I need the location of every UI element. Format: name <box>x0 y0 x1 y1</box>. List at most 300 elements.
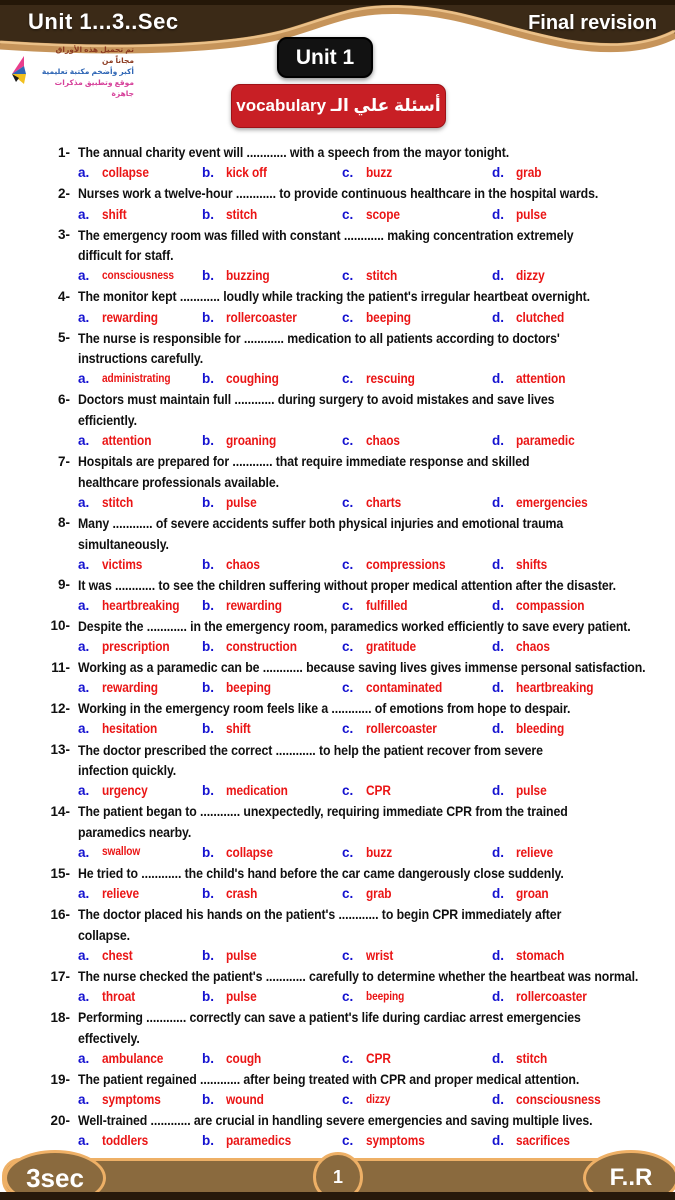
option-c <box>342 165 492 180</box>
option-a <box>78 1092 202 1107</box>
option-a <box>78 680 202 695</box>
option-letter: b. <box>202 309 214 325</box>
option-text: rollercoaster <box>516 989 587 1005</box>
option-letter: c. <box>342 721 354 737</box>
footer-left-label: 3sec <box>26 1162 84 1193</box>
option-letter: d. <box>492 639 504 655</box>
question-stem: effectively. <box>78 1029 140 1046</box>
option-text: groaning <box>226 433 277 449</box>
option-text: consciousness <box>516 1092 601 1108</box>
question-row <box>30 1007 669 1028</box>
option-letter: d. <box>492 947 504 963</box>
question-number: 16- <box>50 906 70 922</box>
option-a <box>78 557 202 572</box>
option-text: collapse <box>226 844 273 860</box>
option-letter: a. <box>78 597 90 613</box>
option-text: shift <box>226 721 251 737</box>
question-number: 3- <box>57 227 70 243</box>
question-stem: efficiently. <box>78 412 137 429</box>
option-letter: c. <box>342 371 354 387</box>
option-text: wrist <box>366 947 394 963</box>
option-letter: a. <box>78 947 90 963</box>
option-letter: c. <box>342 556 354 572</box>
option-letter: d. <box>492 1092 504 1108</box>
question-stem: Doctors must maintain full ............ during surgery to avoid mistakes and save lives <box>78 391 555 408</box>
option-a <box>78 639 202 654</box>
option-a <box>78 989 202 1004</box>
option-a <box>78 207 202 222</box>
option-a <box>78 886 202 901</box>
question-number: 18- <box>50 1009 70 1025</box>
option-b <box>202 598 342 613</box>
option-text: shifts <box>516 556 548 572</box>
question-row <box>30 616 669 637</box>
option-text: CPR <box>366 783 391 799</box>
option-text: clutched <box>516 309 565 325</box>
option-a <box>78 721 202 736</box>
option-letter: d. <box>492 556 504 572</box>
option-text: toddlers <box>102 1133 149 1149</box>
question-stem: The nurse checked the patient's ............ carefully to determine whether the heartbeat was normal. <box>78 968 639 985</box>
option-letter: b. <box>202 721 214 737</box>
question-stem: simultaneously. <box>78 535 169 552</box>
question-number: 17- <box>50 968 70 984</box>
option-text: pulse <box>516 206 547 222</box>
option-text: sacrifices <box>516 1133 570 1149</box>
question-row <box>30 574 669 595</box>
option-letter: c. <box>342 206 354 222</box>
option-b <box>202 165 342 180</box>
options-row <box>78 719 669 740</box>
option-a <box>78 948 202 963</box>
option-text: rewarding <box>226 597 282 613</box>
option-c <box>342 495 492 510</box>
option-letter: b. <box>202 1050 214 1066</box>
option-text: buzz <box>366 165 393 181</box>
option-text: pulse <box>226 947 257 963</box>
option-text: chaos <box>516 639 550 655</box>
option-letter: b. <box>202 494 214 510</box>
option-letter: c. <box>342 1133 354 1149</box>
logo-line-2: أكبر وأضخم مكتبة تعليمية <box>41 66 134 76</box>
option-letter: b. <box>202 844 214 860</box>
question-stem: Working as a paramedic can be ............ because saving lives gives immense personal satisfaction. <box>78 659 646 676</box>
option-text: attention <box>516 371 566 387</box>
option-letter: d. <box>492 989 504 1005</box>
question-row <box>30 966 669 987</box>
options-row <box>78 883 669 904</box>
option-letter: c. <box>342 947 354 963</box>
option-text: grab <box>366 886 392 902</box>
question-row <box>30 142 669 163</box>
option-letter: b. <box>202 597 214 613</box>
question-stem-continuation <box>30 760 669 781</box>
option-letter: b. <box>202 989 214 1005</box>
option-c <box>342 207 492 222</box>
option-letter: d. <box>492 597 504 613</box>
option-d <box>492 557 669 572</box>
publisher-logo <box>10 44 134 98</box>
question-stem: Well-trained ............ are crucial in handling severe emergencies and saving multiple lives. <box>78 1112 593 1129</box>
option-letter: c. <box>342 268 354 284</box>
options-row <box>78 369 669 390</box>
option-a <box>78 495 202 510</box>
option-c <box>342 948 492 963</box>
option-letter: d. <box>492 721 504 737</box>
option-letter: d. <box>492 844 504 860</box>
question-row <box>30 657 669 678</box>
option-text: stomach <box>516 947 565 963</box>
question-row <box>30 389 669 410</box>
option-d <box>492 783 669 798</box>
option-d <box>492 310 669 325</box>
option-text: chaos <box>366 433 400 449</box>
question-row <box>30 904 669 925</box>
option-a <box>78 845 202 860</box>
option-letter: c. <box>342 494 354 510</box>
option-letter: d. <box>492 886 504 902</box>
question-row <box>30 513 669 534</box>
option-b <box>202 721 342 736</box>
option-b <box>202 207 342 222</box>
option-text: beeping <box>366 990 405 1003</box>
header-left-title: Unit 1...3..Sec <box>28 9 179 34</box>
option-text: grab <box>516 165 542 181</box>
option-letter: a. <box>78 783 90 799</box>
option-text: stitch <box>226 206 258 222</box>
question-stem: The nurse is responsible for ............ medication to all patients according to doctors' <box>78 329 560 346</box>
option-b <box>202 1092 342 1107</box>
footer-right-label: F..R <box>609 1164 653 1191</box>
option-text: wound <box>226 1092 264 1108</box>
option-c <box>342 783 492 798</box>
question-number: 6- <box>57 391 70 407</box>
question-stem: difficult for staff. <box>78 247 174 264</box>
option-d <box>492 721 669 736</box>
option-letter: b. <box>202 1133 214 1149</box>
option-letter: c. <box>342 886 354 902</box>
question-row <box>30 801 669 822</box>
option-text: kick off <box>226 165 267 181</box>
option-text: rollercoaster <box>226 309 297 325</box>
option-letter: a. <box>78 721 90 737</box>
option-d <box>492 1133 669 1148</box>
question-number: 1- <box>57 144 70 160</box>
option-c <box>342 721 492 736</box>
question-number: 11- <box>51 659 70 675</box>
options-row <box>78 430 669 451</box>
question-stem-continuation <box>30 925 669 946</box>
options-row <box>78 204 669 225</box>
option-text: emergencies <box>516 494 588 510</box>
option-text: urgency <box>102 783 148 799</box>
option-text: throat <box>102 989 136 1005</box>
option-letter: a. <box>78 371 90 387</box>
option-b <box>202 495 342 510</box>
option-text: pulse <box>226 989 257 1005</box>
option-letter: a. <box>78 989 90 1005</box>
option-a <box>78 1051 202 1066</box>
option-letter: a. <box>78 309 90 325</box>
question-row <box>30 698 669 719</box>
option-text: chaos <box>226 556 260 572</box>
page-number-label: 1 <box>332 1166 343 1187</box>
option-letter: c. <box>342 680 354 696</box>
option-text: victims <box>102 556 143 572</box>
logo-line-1: تم تحميل هذه الأوراق مجاناً من <box>55 44 134 65</box>
question-row <box>30 451 669 472</box>
option-text: medication <box>226 783 288 799</box>
question-stem: Working in the emergency room feels like a ............ of emotions from hope to despair. <box>78 700 571 717</box>
option-letter: c. <box>342 165 354 181</box>
options-row <box>78 1131 669 1152</box>
options-row <box>78 1048 669 1069</box>
option-text: crash <box>226 886 258 902</box>
option-b <box>202 371 342 386</box>
option-text: symptoms <box>366 1133 425 1149</box>
option-c <box>342 680 492 695</box>
option-b <box>202 557 342 572</box>
option-d <box>492 268 669 283</box>
option-letter: d. <box>492 494 504 510</box>
question-stem: Performing ............ correctly can save a patient's life during cardiac arrest emergencies <box>78 1009 581 1026</box>
option-text: chest <box>102 947 133 963</box>
option-text: rescuing <box>366 371 415 387</box>
question-number: 14- <box>50 803 70 819</box>
option-text: compressions <box>366 556 446 572</box>
option-letter: a. <box>78 165 90 181</box>
option-letter: b. <box>202 371 214 387</box>
question-number: 8- <box>57 515 70 531</box>
option-letter: d. <box>492 783 504 799</box>
option-letter: b. <box>202 165 214 181</box>
option-text: paramedic <box>516 433 575 449</box>
unit-badge-label: Unit 1 <box>295 45 355 69</box>
options-row <box>78 986 669 1007</box>
option-letter: c. <box>342 433 354 449</box>
option-text: buzzing <box>226 268 270 284</box>
option-c <box>342 639 492 654</box>
option-b <box>202 845 342 860</box>
question-row <box>30 327 669 348</box>
question-row <box>30 1110 669 1131</box>
option-text: rewarding <box>102 309 158 325</box>
question-stem: paramedics nearby. <box>78 823 192 840</box>
question-stem-continuation <box>30 472 669 493</box>
option-letter: a. <box>78 433 90 449</box>
question-number: 19- <box>50 1071 70 1087</box>
options-row <box>78 945 669 966</box>
options-row <box>78 780 669 801</box>
option-text: pulse <box>226 494 257 510</box>
options-row <box>78 1089 669 1110</box>
option-a <box>78 1133 202 1148</box>
option-letter: d. <box>492 433 504 449</box>
option-c <box>342 1133 492 1148</box>
option-text: collapse <box>102 165 149 181</box>
option-letter: b. <box>202 947 214 963</box>
question-number: 7- <box>57 453 70 469</box>
option-text: fulfilled <box>366 597 408 613</box>
option-b <box>202 886 342 901</box>
question-stem: The emergency room was filled with constant ............ making concentration extremely <box>78 226 574 243</box>
option-letter: b. <box>202 783 214 799</box>
option-letter: d. <box>492 1050 504 1066</box>
option-d <box>492 433 669 448</box>
header-right-title: Final revision <box>528 12 657 34</box>
option-text: coughing <box>226 371 279 387</box>
question-stem-continuation <box>30 410 669 431</box>
option-letter: d. <box>492 206 504 222</box>
question-number: 13- <box>50 742 70 758</box>
option-text: compassion <box>516 597 585 613</box>
option-text: pulse <box>516 783 547 799</box>
question-stem: Many ............ of severe accidents suffer both physical injuries and emotional trauma <box>78 514 564 531</box>
question-stem: Despite the ............ in the emergency room, paramedics worked efficiently to save every patient. <box>78 617 631 634</box>
options-row <box>78 595 669 616</box>
option-a <box>78 310 202 325</box>
question-stem: Nurses work a twelve-hour ............ to provide continuous healthcare in the hospital wards. <box>78 185 599 202</box>
question-row <box>30 286 669 307</box>
option-text: ambulance <box>102 1050 164 1066</box>
option-letter: c. <box>342 639 354 655</box>
option-letter: b. <box>202 1092 214 1108</box>
option-text: rollercoaster <box>366 721 437 737</box>
question-stem-continuation <box>30 1028 669 1049</box>
option-c <box>342 433 492 448</box>
option-d <box>492 598 669 613</box>
vocabulary-banner-label: أسئلة علي الـ vocabulary <box>236 96 441 115</box>
question-stem-continuation <box>30 245 669 266</box>
option-text: administrating <box>102 372 171 385</box>
publisher-logo-text <box>37 44 134 99</box>
options-row <box>78 163 669 184</box>
question-number: 4- <box>57 288 70 304</box>
bottom-strip <box>0 1192 675 1200</box>
option-text: dizzy <box>516 268 545 284</box>
option-d <box>492 165 669 180</box>
question-list <box>0 130 675 1151</box>
question-number: 10- <box>50 618 70 634</box>
question-stem: infection quickly. <box>78 762 177 779</box>
option-letter: c. <box>342 1050 354 1066</box>
option-d <box>492 845 669 860</box>
question-stem: The doctor prescribed the correct ............ to help the patient recover from severe <box>78 741 543 758</box>
option-a <box>78 433 202 448</box>
option-letter: b. <box>202 268 214 284</box>
question-stem: The doctor placed his hands on the patient's ............ to begin CPR immediately after <box>78 906 562 923</box>
question-row <box>30 739 669 760</box>
option-letter: c. <box>342 309 354 325</box>
option-d <box>492 948 669 963</box>
question-stem-continuation <box>30 348 669 369</box>
option-letter: a. <box>78 680 90 696</box>
option-b <box>202 680 342 695</box>
option-a <box>78 268 202 283</box>
question-number: 9- <box>57 577 70 593</box>
option-c <box>342 268 492 283</box>
option-text: shift <box>102 206 127 222</box>
question-row <box>30 1069 669 1090</box>
option-text: heartbreaking <box>102 597 180 613</box>
options-row <box>78 266 669 287</box>
question-row <box>30 863 669 884</box>
option-text: charts <box>366 494 402 510</box>
option-c <box>342 557 492 572</box>
vocabulary-banner <box>231 84 446 128</box>
option-text: attention <box>102 433 152 449</box>
option-c <box>342 310 492 325</box>
option-text: contaminated <box>366 680 443 696</box>
option-letter: a. <box>78 494 90 510</box>
option-text: buzz <box>366 844 393 860</box>
option-letter: b. <box>202 639 214 655</box>
option-letter: a. <box>78 886 90 902</box>
option-d <box>492 989 669 1004</box>
option-a <box>78 371 202 386</box>
question-row <box>30 183 669 204</box>
option-text: beeping <box>226 680 271 696</box>
option-d <box>492 680 669 695</box>
option-c <box>342 845 492 860</box>
option-text: swallow <box>102 846 141 859</box>
options-row <box>78 842 669 863</box>
option-c <box>342 1051 492 1066</box>
question-stem: The patient began to ............ unexpectedly, requiring immediate CPR from the trained <box>78 803 568 820</box>
options-row <box>78 307 669 328</box>
option-letter: b. <box>202 556 214 572</box>
option-text: bleeding <box>516 721 565 737</box>
option-d <box>492 1051 669 1066</box>
book-arrow-icon <box>10 54 34 88</box>
option-text: dizzy <box>366 1093 391 1106</box>
option-letter: a. <box>78 1092 90 1108</box>
question-stem: instructions carefully. <box>78 350 204 367</box>
option-letter: b. <box>202 206 214 222</box>
option-b <box>202 989 342 1004</box>
question-number: 2- <box>57 185 70 201</box>
option-text: heartbreaking <box>516 680 594 696</box>
option-text: relieve <box>102 886 140 902</box>
question-number: 15- <box>50 865 70 881</box>
option-letter: d. <box>492 268 504 284</box>
options-row <box>78 677 669 698</box>
option-letter: b. <box>202 433 214 449</box>
option-text: hesitation <box>102 721 158 737</box>
option-text: paramedics <box>226 1133 292 1149</box>
option-b <box>202 310 342 325</box>
question-row <box>30 224 669 245</box>
options-row <box>78 554 669 575</box>
option-b <box>202 783 342 798</box>
question-stem: He tried to ............ the child's hand before the car came dangerously close suddenly. <box>78 865 564 882</box>
options-row <box>78 492 669 513</box>
option-text: construction <box>226 639 297 655</box>
option-b <box>202 639 342 654</box>
question-stem: The monitor kept ............ loudly while tracking the patient's irregular heartbeat overnight. <box>78 288 591 305</box>
option-text: relieve <box>516 844 554 860</box>
option-letter: b. <box>202 886 214 902</box>
option-letter: c. <box>342 1092 354 1108</box>
option-b <box>202 433 342 448</box>
option-b <box>202 1133 342 1148</box>
option-text: stitch <box>516 1050 548 1066</box>
question-stem: The patient regained ............ after being treated with CPR and proper medical attention. <box>78 1071 580 1088</box>
option-c <box>342 989 492 1004</box>
question-stem: Hospitals are prepared for ............ that require immediate response and skilled <box>78 453 530 470</box>
option-a <box>78 598 202 613</box>
option-letter: b. <box>202 680 214 696</box>
